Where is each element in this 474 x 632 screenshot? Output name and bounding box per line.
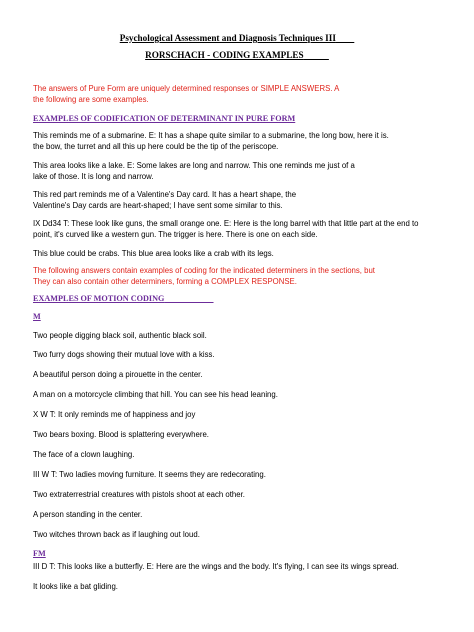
m-example-6: Two bears boxing. Blood is splattering everywhere. [33, 430, 209, 439]
m-example-4: A man on a motorcycle climbing that hill. You can see his head leaning. [33, 390, 278, 399]
pure-form-example-2-line-1: This area looks like a lake. E: Some lakes are long and narrow. This one reminds me just of a [33, 161, 355, 170]
course-title: Psychological Assessment and Diagnosis Techniques III [119, 33, 336, 43]
m-example-10: A person standing in the center. [33, 510, 143, 519]
m-example-8: III W T: Two ladies moving furniture. It seems they are redecorating. [33, 470, 266, 479]
pure-form-example-3-line-2: Valentine's Day cards are heart-shaped; I have sent some similar to this. [33, 201, 283, 210]
document-title: RORSCHACH - CODING EXAMPLES [145, 50, 304, 60]
pure-form-example-4-line-1: IX Dd34 T: These look like guns, the small orange one. E: Here is the long barrel with that little part at the end to [33, 219, 419, 228]
m-example-7: The face of a clown laughing. [33, 450, 135, 459]
pure-form-example-2-line-2: lake of those. It is long and narrow. [33, 172, 154, 181]
complex-note-line-1: The following answers contain examples of coding for the indicated determiners in the sections, but [33, 266, 375, 275]
m-example-3: A beautiful person doing a pirouette in the center. [33, 370, 203, 379]
fm-example-1: III D T: This looks like a butterfly. E: Here are the wings and the body. It's flying, I can see its wings spread. [33, 562, 399, 571]
m-example-11: Two witches thrown back as if laughing out loud. [33, 530, 200, 539]
m-example-1: Two people digging black soil, authentic black soil. [33, 331, 207, 340]
m-example-2: Two furry dogs showing their mutual love with a kiss. [33, 350, 215, 359]
complex-note-line-2: They can also contain other determiners, forming a COMPLEX RESPONSE. [33, 277, 297, 286]
motion-heading: EXAMPLES OF MOTION CODING [33, 294, 165, 303]
pure-form-heading: EXAMPLES OF CODIFICATION OF DETERMINANT IN PURE FORM [33, 114, 296, 123]
pure-form-example-4-line-2: point, it's curved like a western gun. The trigger is here. There is one on each side. [33, 230, 318, 239]
fm-example-2: It looks like a bat gliding. [33, 582, 118, 591]
intro-line-1: The answers of Pure Form are uniquely determined responses or SIMPLE ANSWERS. A [33, 84, 340, 93]
fm-label: FM [33, 549, 46, 558]
pure-form-example-5: This blue could be crabs. This blue area looks like a crab with its legs. [33, 249, 274, 258]
m-example-9: Two extraterrestrial creatures with pistols shoot at each other. [33, 490, 245, 499]
pure-form-example-1-line-2: the bow, the turret and all this up here could be the tip of the periscope. [33, 142, 279, 151]
pure-form-example-1-line-1: This reminds me of a submarine. E: It has a shape quite similar to a submarine, the long bow, here it is. [33, 131, 389, 140]
intro-line-2: the following are some examples. [33, 95, 149, 104]
pure-form-example-3-line-1: This red part reminds me of a Valentine's Day card. It has a heart shape, the [33, 190, 297, 199]
m-example-5: X W T: It only reminds me of happiness and joy [33, 410, 196, 419]
m-label: M [33, 312, 41, 321]
